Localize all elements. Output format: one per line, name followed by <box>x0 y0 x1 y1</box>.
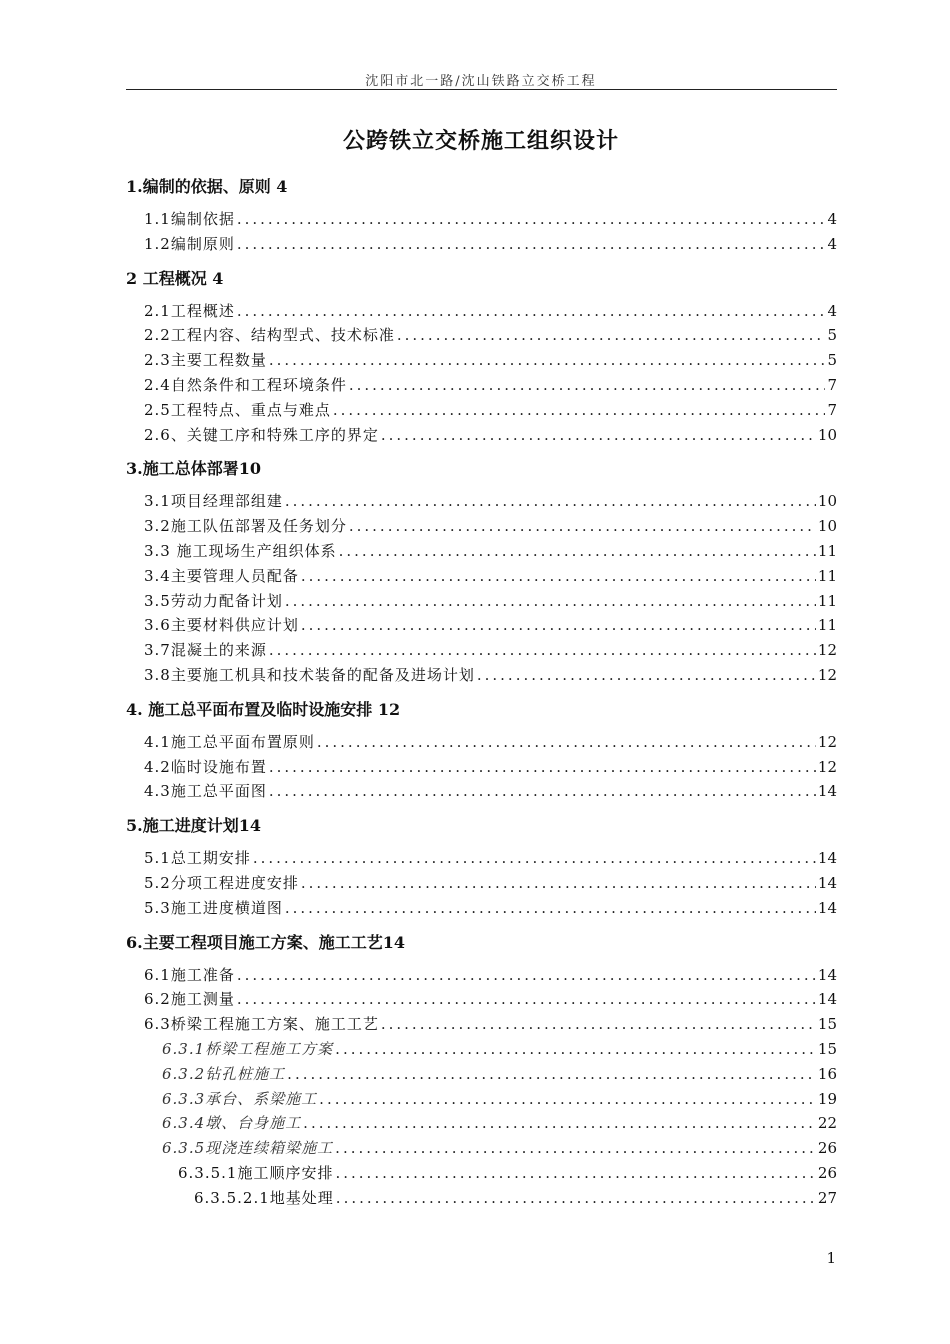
toc-entry-list <box>126 299 837 448</box>
toc-entry-label: 3.7混凝土的来源 <box>144 641 267 660</box>
toc-entry[interactable] <box>126 539 837 564</box>
toc-dot-leader <box>285 489 816 514</box>
toc-entry-page: 4 <box>827 234 837 253</box>
toc-section-heading[interactable]: 1.编制的依据、原则 4 <box>126 177 288 196</box>
toc-dot-leader <box>349 514 816 539</box>
toc-entry-label: 3.5劳动力配备计划 <box>144 591 283 610</box>
toc-entry-label: 3.2施工队伍部署及任务划分 <box>144 517 347 536</box>
toc-dot-leader <box>237 987 816 1012</box>
toc-dot-leader <box>301 564 816 589</box>
toc-entry-label: 2.6、关键工序和特殊工序的界定 <box>144 425 379 444</box>
toc-entry-label: 2.3主要工程数量 <box>144 351 267 370</box>
toc-section-heading[interactable]: 2 工程概况 4 <box>126 268 224 288</box>
toc-entry-page: 4 <box>827 301 837 320</box>
toc-entry[interactable] <box>126 1136 837 1161</box>
toc-entry-label: 2.2工程内容、结构型式、技术标准 <box>144 326 395 345</box>
toc-entry-page: 14 <box>817 898 837 917</box>
toc-entry-label: 3.6主要材料供应计划 <box>144 616 299 635</box>
toc-entry-page: 10 <box>817 425 837 444</box>
toc-entry-page: 4 <box>827 210 837 228</box>
toc-dot-leader <box>269 638 816 663</box>
toc-section <box>126 929 837 1211</box>
toc-entry[interactable] <box>126 1062 837 1087</box>
toc-entry-page: 11 <box>817 566 837 585</box>
toc-entry[interactable] <box>126 638 837 663</box>
toc-dot-leader <box>237 963 816 988</box>
toc-dot-leader <box>335 1136 816 1161</box>
toc-entry-page: 16 <box>817 1064 837 1083</box>
toc-entry[interactable] <box>126 613 837 638</box>
toc-entry-label: 6.3.5现浇连续箱梁施工 <box>162 1139 334 1158</box>
toc-entry-page: 15 <box>817 1015 837 1034</box>
toc-entry-page: 11 <box>817 591 837 610</box>
toc-dot-leader <box>333 398 826 423</box>
toc-entry-label: 6.3.5.2.1地基处理 <box>194 1188 334 1207</box>
toc-entry-page: 26 <box>817 1139 837 1158</box>
toc-dot-leader <box>285 896 816 921</box>
toc-dot-leader <box>381 1012 816 1037</box>
toc-entry[interactable] <box>126 755 837 780</box>
toc-entry-list <box>126 207 837 257</box>
page-number: 1 <box>826 1249 836 1267</box>
toc-entry-label: 2.1工程概述 <box>144 301 235 320</box>
toc-entry-label: 2.4自然条件和工程环境条件 <box>144 375 347 394</box>
toc-dot-leader <box>303 1111 816 1136</box>
toc-entry-page: 27 <box>817 1188 837 1207</box>
toc-dot-leader <box>335 1037 816 1062</box>
toc-entry[interactable] <box>126 663 837 688</box>
toc-entry-page: 14 <box>817 873 837 892</box>
toc-dot-leader <box>287 1062 816 1087</box>
toc-entry[interactable] <box>126 564 837 589</box>
toc-entry-list <box>126 963 837 1211</box>
toc-dot-leader <box>319 1087 816 1112</box>
toc-entry-label: 5.1总工期安排 <box>144 849 251 868</box>
toc-entry[interactable] <box>126 1012 837 1037</box>
toc-dot-leader <box>237 299 826 324</box>
toc-entry[interactable] <box>126 207 837 232</box>
toc-entry-page: 14 <box>817 990 837 1009</box>
toc-entry-page: 11 <box>817 541 837 560</box>
toc-entry[interactable] <box>126 589 837 614</box>
toc-entry[interactable] <box>126 299 837 324</box>
toc-section <box>126 696 837 804</box>
toc-dot-leader <box>301 613 816 638</box>
toc-entry-label: 1.2编制原则 <box>144 234 235 253</box>
toc-entry-page: 14 <box>817 965 837 984</box>
toc-entry-label: 5.2分项工程进度安排 <box>144 873 299 892</box>
toc-dot-leader <box>237 207 826 232</box>
toc-entry-label: 2.5工程特点、重点与难点 <box>144 400 331 419</box>
toc-entry-page: 7 <box>827 375 837 394</box>
toc-entry-label: 3.4主要管理人员配备 <box>144 566 299 585</box>
toc-entry-page: 12 <box>817 641 837 660</box>
toc-entry-label: 6.3.4墩、台身施工 <box>162 1114 302 1133</box>
toc-entry-page: 14 <box>817 782 837 801</box>
toc-dot-leader <box>301 871 816 896</box>
toc-dot-leader <box>269 755 816 780</box>
toc-entry-label: 6.3.3承台、系梁施工 <box>162 1089 318 1108</box>
running-header: 沈阳市北一路/沈山铁路立交桥工程 <box>365 74 597 89</box>
toc-entry-label: 3.3 施工现场生产组织体系 <box>144 541 337 560</box>
toc-entry-page: 12 <box>817 732 837 751</box>
toc-entry[interactable] <box>126 348 837 373</box>
toc-entry[interactable] <box>126 514 837 539</box>
toc-entry-list <box>126 730 837 804</box>
toc-section <box>126 455 837 687</box>
toc-dot-leader <box>285 589 816 614</box>
toc-dot-leader <box>477 663 816 688</box>
toc-entry[interactable] <box>126 963 837 988</box>
toc-entry[interactable] <box>126 730 837 755</box>
toc-entry-label: 1.1编制依据 <box>144 210 235 228</box>
toc-entry[interactable] <box>126 1037 837 1062</box>
toc-entry-label: 5.3施工进度横道图 <box>144 898 283 917</box>
toc-entry-label: 3.8主要施工机具和技术装备的配备及进场计划 <box>144 665 475 684</box>
toc-entry-page: 12 <box>817 757 837 776</box>
toc-entry[interactable] <box>126 1161 837 1186</box>
toc-entry[interactable] <box>126 1111 837 1136</box>
toc-dot-leader <box>317 730 816 755</box>
toc-entry[interactable] <box>126 896 837 921</box>
toc-dot-leader <box>269 348 826 373</box>
toc-entry[interactable] <box>126 398 837 423</box>
toc-entry-page: 11 <box>817 616 837 635</box>
toc-entry[interactable] <box>126 846 837 871</box>
toc-entry[interactable] <box>126 987 837 1012</box>
toc-entry-page: 22 <box>817 1114 837 1133</box>
toc-section <box>126 173 837 257</box>
toc-entry-page: 12 <box>817 665 837 684</box>
toc-section <box>126 265 837 448</box>
toc-entry-label: 6.2施工测量 <box>144 990 235 1009</box>
toc-entry[interactable] <box>126 871 837 896</box>
toc-entry-page: 10 <box>817 517 837 536</box>
toc-dot-leader <box>397 323 826 348</box>
toc-section-heading[interactable]: 5.施工进度计划14 <box>126 816 261 836</box>
toc-dot-leader <box>381 423 816 448</box>
toc-dot-leader <box>237 232 826 257</box>
toc-entry-label: 6.3桥梁工程施工方案、施工工艺 <box>144 1015 379 1034</box>
toc-entry-page: 5 <box>827 351 837 370</box>
toc-section-heading[interactable]: 4. 施工总平面布置及临时设施安排 12 <box>126 699 401 719</box>
toc-dot-leader <box>349 373 826 398</box>
toc-entry-label: 6.3.1桥梁工程施工方案 <box>162 1039 334 1058</box>
toc-section-heading[interactable]: 3.施工总体部署10 <box>126 459 261 479</box>
toc-entry[interactable] <box>126 779 837 804</box>
toc-entry-label: 3.1项目经理部组建 <box>144 492 283 511</box>
toc-dot-leader <box>339 539 816 564</box>
toc-entry-label: 6.3.2钻孔桩施工 <box>162 1064 286 1083</box>
toc-entry-page: 5 <box>827 326 837 345</box>
toc-section-heading[interactable]: 6.主要工程项目施工方案、施工工艺14 <box>126 932 405 952</box>
toc-entry-page: 7 <box>827 400 837 419</box>
toc-entry-label: 4.1施工总平面布置原则 <box>144 732 315 751</box>
toc-entry-list <box>126 846 837 920</box>
toc-entry[interactable] <box>126 373 837 398</box>
toc-entry-page: 14 <box>817 849 837 868</box>
toc-dot-leader <box>269 779 816 804</box>
toc-entry[interactable] <box>126 489 837 514</box>
toc-entry[interactable] <box>126 423 837 448</box>
toc-entry-list <box>126 489 837 687</box>
document-title: 公跨铁立交桥施工组织设计 <box>342 128 619 154</box>
toc-entry[interactable] <box>126 323 837 348</box>
toc-dot-leader <box>253 846 816 871</box>
toc-entry-page: 19 <box>817 1089 837 1108</box>
toc-entry-label: 4.3施工总平面图 <box>144 782 267 801</box>
toc-entry[interactable] <box>126 232 837 257</box>
toc-section <box>126 812 837 920</box>
toc-entry[interactable] <box>126 1087 837 1112</box>
toc-dot-leader <box>335 1161 815 1186</box>
toc-entry-label: 6.3.5.1施工顺序安排 <box>178 1163 334 1182</box>
toc-entry-label: 4.2临时设施布置 <box>144 757 267 776</box>
header-rule <box>126 89 837 90</box>
toc-entry-page: 10 <box>817 492 837 511</box>
toc-entry[interactable] <box>126 1186 837 1211</box>
toc-entry-page: 26 <box>817 1163 837 1182</box>
table-of-contents <box>126 173 837 1219</box>
toc-entry-page: 15 <box>817 1039 837 1058</box>
toc-dot-leader <box>336 1186 816 1211</box>
toc-entry-label: 6.1施工准备 <box>144 965 235 984</box>
